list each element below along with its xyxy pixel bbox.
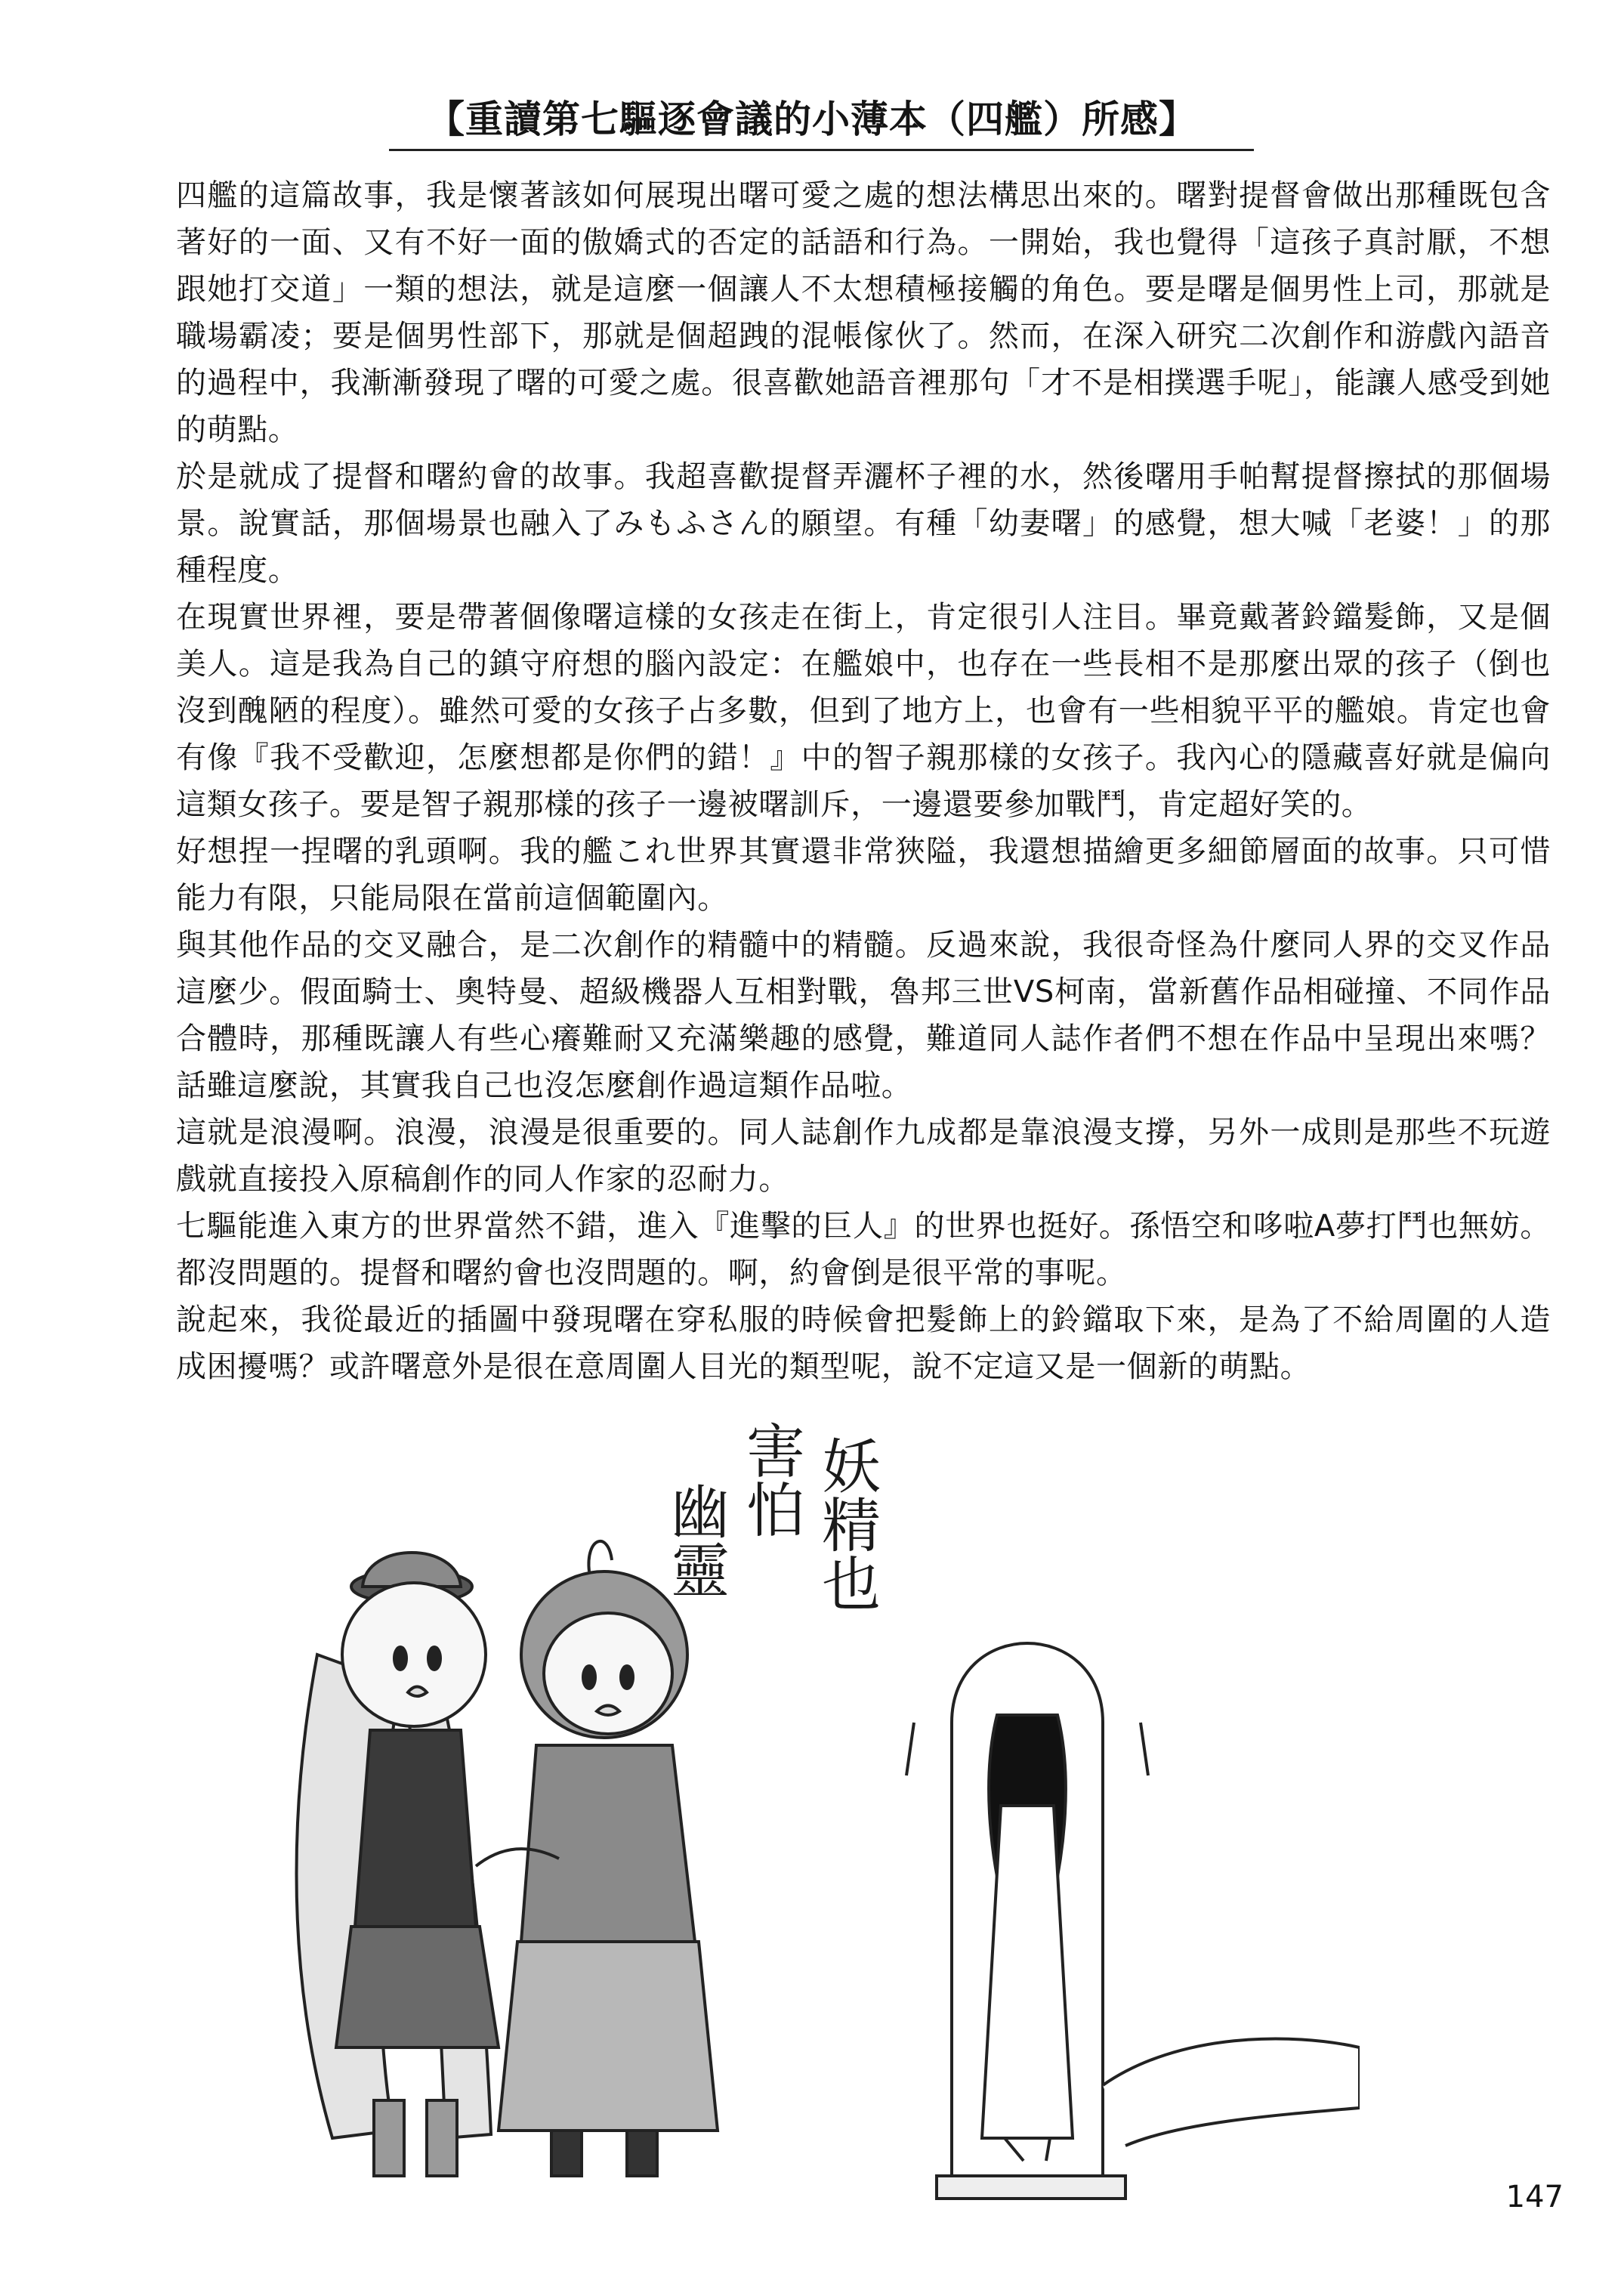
- page-title: 【重讀第七驅逐會議的小薄本（四艦）所感】: [427, 97, 1197, 141]
- title-underline: [389, 149, 1254, 151]
- paragraph: 在現實世界裡，要是帶著個像曙這樣的女孩走在街上，肯定很引人注目。畢竟戴著鈴鐺髮飾，又是個美人。這是我為自己的鎮守府想的腦內設定：在艦娘中，也存在一些長相不是那麼出眾的孩子（倒也沒到醜陋的程度）。雖然可愛的女孩子占多數，但到了地方上，也會有一些相貌平平的艦娘。肯定也會有像『我不受歡迎，怎麼想都是你們的錯！』中的智子親那樣的女孩子。我內心的隱藏喜好就是偏向這類女孩子。要是智子親那樣的孩子一邊被曙訓斥，一邊還要參加戰鬥，肯定超好笑的。: [176, 600, 1551, 822]
- caption-column-1: 妖精也: [812, 1435, 880, 1612]
- ghost-in-tube: [906, 1643, 1360, 2199]
- paragraph: 與其他作品的交叉融合，是二次創作的精髓中的精髓。反過來說，我很奇怪為什麼同人界的交叉作品這麼少。假面騎士、奧特曼、超級機器人互相對戰，魯邦三世VS柯南，當新舊作品相碰撞、不同作品合體時，那種既讓人有些心癢難耐又充滿樂趣的感覺，難道同人誌作者們不想在作品中呈現出來嗎？話雖這麼說，其實我自己也沒怎麼創作過這類作品啦。: [176, 928, 1551, 1103]
- essay-body: [176, 172, 1551, 1390]
- caption-column-2: 害怕: [736, 1420, 804, 1538]
- caption-column-3: 幽靈: [661, 1481, 729, 1599]
- handwritten-caption: [661, 1420, 880, 1612]
- paragraph: 於是就成了提督和曙約會的故事。我超喜歡提督弄灑杯子裡的水，然後曙用手帕幫提督擦拭的那個場景。說實話，那個場景也融入了みもふさん的願望。有種「幼妻曙」的感覺，想大喊「老婆！」的那種程度。: [176, 459, 1551, 588]
- manga-illustration: [287, 1383, 1360, 2244]
- girl-left: [297, 1553, 499, 2176]
- paragraph: 說起來，我從最近的插圖中發現曙在穿私服的時候會把髮飾上的鈴鐺取下來，是為了不給周圍的人造成困擾嗎？或許曙意外是很在意周圍人目光的類型呢，說不定這又是一個新的萌點。: [176, 1303, 1551, 1384]
- paragraph: 七驅能進入東方的世界當然不錯，進入『進擊的巨人』的世界也挺好。孫悟空和哆啦A夢打鬥也無妨。都沒問題的。提督和曙約會也沒問題的。啊，約會倒是很平常的事呢。: [176, 1209, 1551, 1290]
- paragraph: 四艦的這篇故事，我是懷著該如何展現出曙可愛之處的想法構思出來的。曙對提督會做出那種既包含著好的一面、又有不好一面的傲嬌式的否定的話語和行為。一開始，我也覺得「這孩子真討厭，不想跟她打交道」一類的想法，就是這麼一個讓人不太想積極接觸的角色。要是曙是個男性上司，那就是職場霸凌；要是個男性部下，那就是個超跩的混帳傢伙了。然而，在深入研究二次創作和游戲內語音的過程中，我漸漸發現了曙的可愛之處。很喜歡她語音裡那句「才不是相撲選手呢」，能讓人感受到她的萌點。: [176, 178, 1551, 447]
- girl-right: [476, 1541, 718, 2176]
- page-number: 147: [1505, 2180, 1564, 2214]
- paragraph: 這就是浪漫啊。浪漫，浪漫是很重要的。同人誌創作九成都是靠浪漫支撐，另外一成則是那些不玩遊戲就直接投入原稿創作的同人作家的忍耐力。: [176, 1115, 1551, 1197]
- paragraph: 好想捏一捏曙的乳頭啊。我的艦これ世界其實還非常狹隘，我還想描繪更多細節層面的故事。只可惜能力有限，只能局限在當前這個範圍內。: [176, 834, 1551, 916]
